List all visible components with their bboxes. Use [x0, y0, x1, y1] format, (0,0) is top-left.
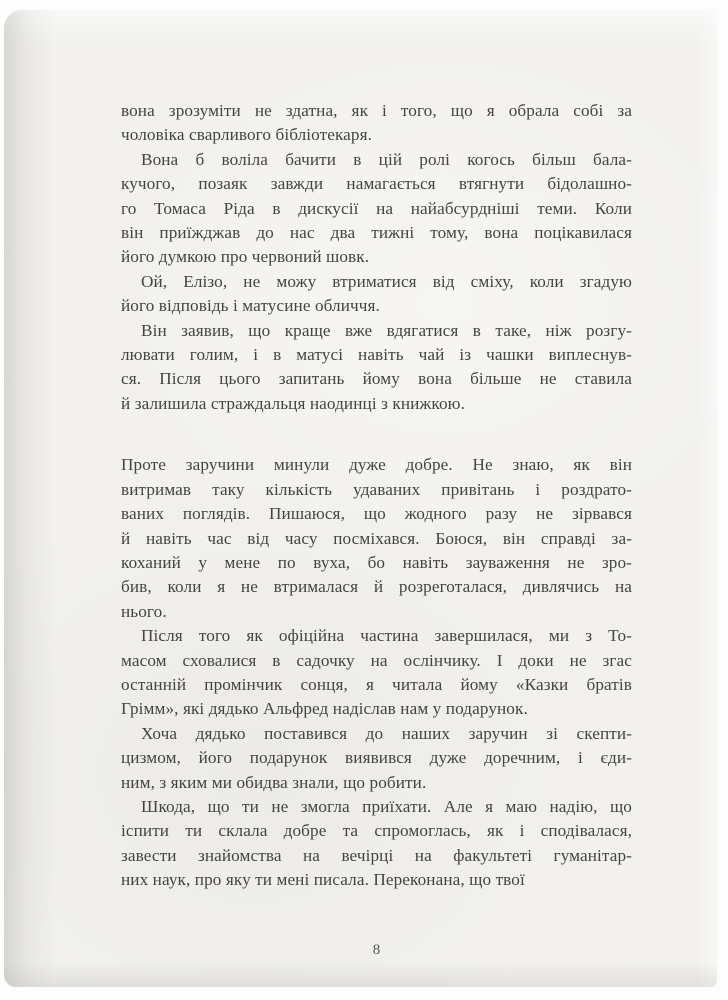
paragraph: [121, 270, 632, 319]
text-line: го Томаса Ріда в дискусії на найабсурдніші теми. Коли: [121, 198, 632, 218]
text-line: його думкою про червоний шовк.: [121, 247, 370, 267]
page-number: 8: [372, 942, 381, 958]
paragraph: [121, 99, 632, 148]
text-line: й навіть час від часу посміхався. Боюся, він справді за-: [121, 528, 632, 548]
text-line: цизмом, його подарунок виявився дуже доречним, і єди-: [121, 748, 632, 768]
paragraph: [121, 624, 632, 722]
text-line: ваних поглядів. Пишаюся, що жодного разу не зірвався: [121, 504, 632, 524]
text-line: його відповідь і матусине обличчя.: [121, 296, 380, 316]
text-line: Грімм», які дядько Альфред надіслав нам у подарунок.: [121, 699, 528, 719]
text-line: Проте заручини минули дуже добре. Не знаю, як він: [121, 455, 632, 475]
text-line: вона зрозуміти не здатна, як і того, що я обрала собі за: [121, 101, 632, 120]
text-block: [121, 99, 632, 893]
text-line: іспити ти склала добре та спромоглась, як і сподівалася,: [121, 821, 632, 841]
paragraph: [121, 722, 632, 795]
text-line: ся. Після цього запитань йому вона більше не ставила: [121, 369, 632, 389]
text-line: Він заявив, що краще вже вдягатися в таке, ніж розгу-: [141, 320, 632, 340]
paragraph: [121, 148, 632, 270]
text-line: нього.: [121, 601, 167, 621]
text-line: кучого, позаяк завжди намагається втягнути бідолашно-: [121, 174, 632, 194]
text-line: витримав таку кількість удаваних привітань і роздрато-: [121, 479, 632, 499]
text-line: він приїжджав до нас два тижні тому, вона поцікавилася: [121, 223, 632, 243]
text-line: Вона б воліла бачити в цій ролі когось більш бала-: [141, 149, 632, 169]
text-line: них наук, про яку ти мені писала. Переконана, що твої: [121, 870, 525, 890]
paragraph: [121, 795, 632, 893]
text-line: бив, коли я не втрималася й розреготалася, дивлячись на: [121, 577, 632, 597]
text-line: чоловіка сварливого бібліотекаря.: [121, 125, 372, 145]
paragraph: [121, 453, 632, 624]
text-line: масом сховалися в садочку на ослінчику. І доки не згас: [121, 650, 632, 670]
text-line: Ой, Елізо, не можу втриматися від сміху, коли згадую: [141, 271, 632, 291]
paper-sheet: [4, 10, 717, 987]
text-line: й залишила страждальця наодинці з книжкою.: [121, 393, 466, 413]
paragraph: [121, 319, 632, 417]
text-line: ним, з яким ми обидва знали, що робити.: [121, 772, 427, 792]
text-line: Хоча дядько поставився до наших заручин зі скепти-: [141, 723, 632, 743]
text-line: коханий у мене по вуха, бо навіть зауваження не зро-: [121, 552, 632, 572]
text-line: останній промінчик сонця, я читала йому «Казки братів: [121, 674, 632, 694]
text-line: Шкода, що ти не змогла приїхати. Але я маю надію, що: [141, 796, 632, 816]
text-line: Після того як офіційна частина завершилася, ми з То-: [141, 626, 632, 646]
text-line: лювати голим, і в матусі навіть чай із чашки виплеснув-: [121, 345, 632, 365]
text-line: завести знайомства на вечірці на факультеті гуманітар-: [121, 845, 632, 865]
